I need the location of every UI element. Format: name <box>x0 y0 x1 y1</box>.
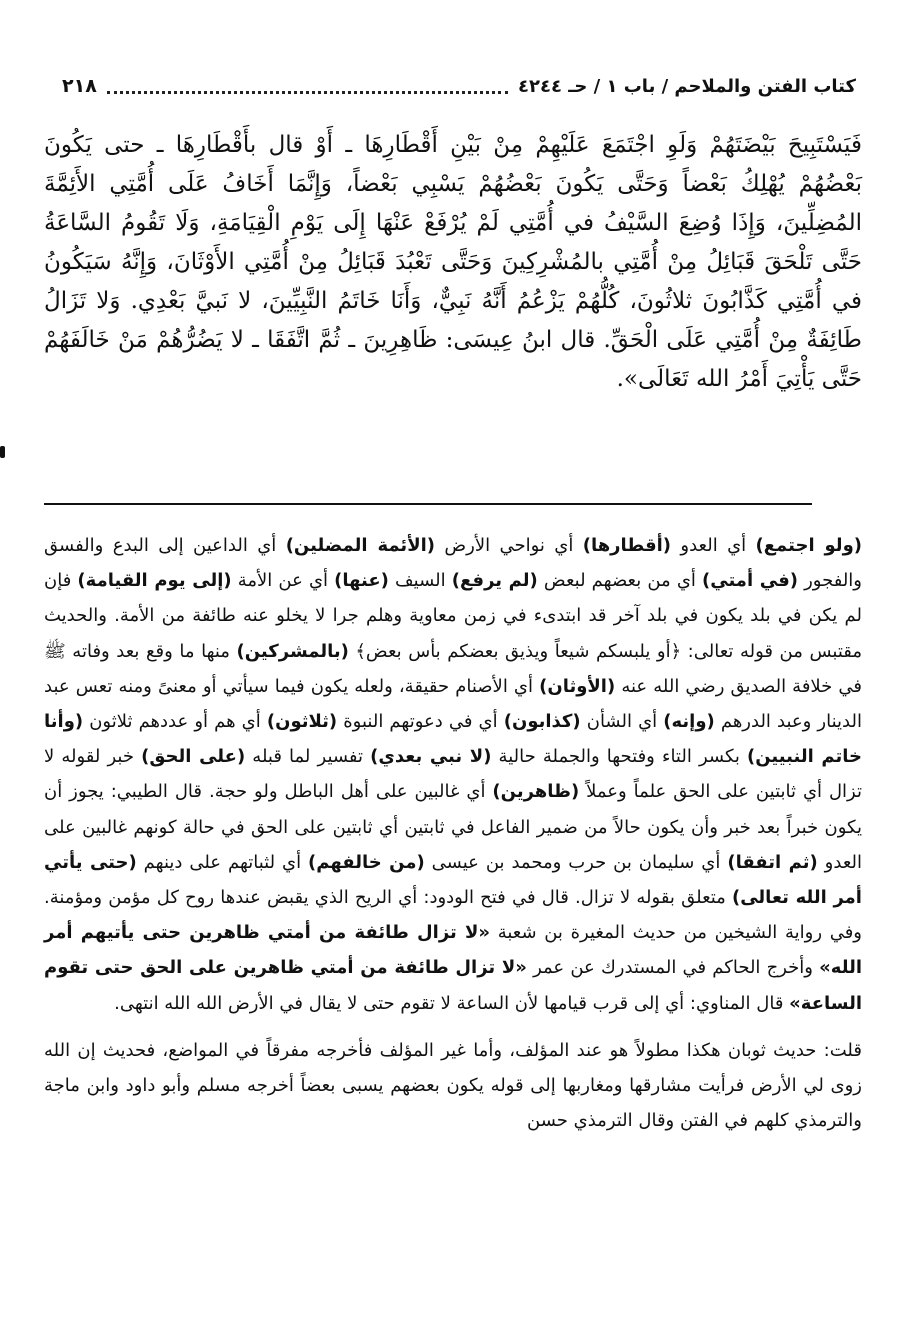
commentary-explanation: السيف <box>388 570 452 592</box>
commentary-term: (بالمشركين) <box>236 640 349 662</box>
commentary-paragraph <box>44 528 862 1021</box>
commentary-term: (الأوثان) <box>539 675 616 697</box>
commentary-term: (من خالفهم) <box>308 851 425 873</box>
footnote-separator <box>44 503 812 505</box>
commentary-term: (كذابون) <box>503 711 581 733</box>
author-note-paragraph: قلت: حديث ثوبان هكذا مطولاً هو عند المؤلف، وأما غير المؤلف فأخرجه مفرقاً في المواضع، فحديث إن الله زوى لي الأرض فرأيت مشارقها ومغاربها إلى قوله يكون بعضهم يسبى بعضاً أخرجه مسلم وأبو داود وابن ماجة والترمذي كلهم في الفتن وقال الترمذي حسن <box>44 1039 862 1132</box>
commentary-explanation: أي لثباتهم على دينهم <box>136 851 309 873</box>
commentary-explanation: أي الداعين إلى البدع والفسق والفجور <box>44 535 863 592</box>
commentary-explanation: أي العدو <box>671 535 756 556</box>
commentary-explanation: أي الشأن <box>580 711 664 733</box>
commentary-term: (على الحق) <box>141 746 246 768</box>
commentary-term: «لا تزال طائفة من أمتي ظاهرين حتى يأتيهم أمر الله» <box>44 922 862 979</box>
commentary-explanation: أي في دعوتهم النبوة <box>337 711 504 733</box>
commentary-term: «لا تزال طائفة من أمتي ظاهرين على الحق حتى تقوم الساعة» <box>44 957 862 1014</box>
commentary-term: (أقطارها) <box>582 535 672 556</box>
running-head <box>48 66 856 106</box>
commentary-term: (ولو اجتمع) <box>755 535 862 556</box>
running-head-title: كتاب الفتن والملاحم / باب ١ / حـ ٤٢٤٤ <box>518 75 856 97</box>
commentary-term: (الأئمة المضلين) <box>285 535 435 556</box>
dotted-leader <box>107 91 508 94</box>
commentary-explanation: متعلق بقوله لا تزال. قال في فتح الودود: أي الريح الذي يقبض عندها روح كل مؤمن ومؤمنة. وفي رواية الشيخين من حديث المغيرة بن شعبة <box>44 887 862 944</box>
commentary-term: (عنها) <box>334 570 389 592</box>
scan-margin-mark <box>0 446 5 458</box>
commentary-term: (لم يرفع) <box>451 570 538 592</box>
commentary-explanation: فإن لم يكن في بلد يكون في بلد آخر قد ابتدىء في زمن معاوية وهلم جرا لا يخلو عنه طائفة من الأمة. والحديث مقتبس من قوله تعالى: ﴿أو يلبسكم شيعاً ويذيق بعضكم بأس بعض﴾ <box>44 570 863 662</box>
commentary-explanation: خبر لقوله لا تزال أي ثابتين على الحق علماً وعملاً <box>44 746 862 803</box>
commentary-explanation: أي هم أو عددهم ثلاثون <box>83 711 267 733</box>
commentary-explanation: منها ما وقع بعد وفاته ﷺ في خلافة الصديق رضي الله عنه <box>44 640 862 697</box>
commentary-term: (في أمتي) <box>702 570 798 592</box>
commentary-term: (ثم اتفقا) <box>727 851 818 873</box>
commentary-explanation: بكسر التاء وفتحها والجملة حالية <box>491 746 747 768</box>
commentary-explanation: أي عن الأمة <box>231 570 335 592</box>
commentary-term: (حتى يأتي أمر الله تعالى) <box>44 851 862 909</box>
commentary-explanation: أي نواحي الأرض <box>435 535 583 556</box>
commentary-block <box>44 528 862 1138</box>
commentary-term: (لا نبي بعدي) <box>370 746 492 768</box>
page-number: ٢١٨ <box>62 75 97 97</box>
commentary-explanation: قال المناوي: أي إلى قرب قيامها لأن الساعة لا تقوم حتى لا يقال في الأرض الله الله انتهى. <box>114 992 790 1014</box>
commentary-explanation: أي الأصنام حقيقة، ولعله يكون فيما سيأتي أو معنىً ومنه تعس عبد الدينار وعبد الدرهم <box>44 675 862 733</box>
commentary-explanation: أي من بعضهم لبعض <box>537 570 703 592</box>
commentary-term: (وإنه) <box>663 711 715 733</box>
commentary-term: (ثلاثون) <box>266 711 338 733</box>
commentary-term: (ظاهرين) <box>492 781 580 803</box>
commentary-explanation: وأخرج الحاكم في المستدرك عن عمر <box>526 957 820 979</box>
commentary-explanation: أي غالبين على أهل الباطل ولو حجة. قال الطيبي: يجوز أن يكون خبراً بعد خبر وأن يكون حالاً من ضمير الفاعل في ثابتين أي ثابتين على الحق في حالة كونهم غالبين على العدو <box>44 781 862 873</box>
commentary-term: (إلى يوم القيامة) <box>77 570 232 592</box>
commentary-explanation: تفسير لما قبله <box>245 746 371 768</box>
commentary-term: (وأنا خاتم النبيين) <box>44 711 862 768</box>
hadith-text: فَيَسْتَبِيحَ بَيْضَتَهُمْ وَلَوِ اجْتَمَعَ عَلَيْهِمْ مِنْ بَيْنِ أَقْطَارِهَا ـ أَوْ قال بأَقْطَارِهَا ـ حتى يَكُونَ بَعْضُهُمْ يُهْلِكُ بَعْضاً وَحَتَّى يَكُونَ بَعْضُهُمْ يَسْبِي بَعْضاً، وَإِنَّمَا أَخَافُ عَلَى أُمَّتِي الأَئِمَّةَ المُضِلِّينَ، وَإِذَا وُضِعَ السَّيْفُ في أُمَّتِي لَمْ يُرْفَعْ عَنْهَا إِلَى يَوْمِ الْقِيَامَةِ، وَلَا تَقُومُ السَّاعَةُ حَتَّى تَلْحَقَ قَبَائِلُ مِنْ أُمَّتِي بالمُشْرِكِينَ وَحَتَّى تَعْبُدَ قَبَائِلُ مِنْ أُمَّتِي الأَوْثَانَ، وَإِنَّهُ سَيَكُونُ في أُمَّتِي كَذَّابُونَ ثلاثُونَ، كُلُّهُمْ يَزْعُمُ أَنَّهُ نَبِيٌّ، وَأَنَا خَاتَمُ النَّبِيِّينَ، لا نَبيَّ بَعْدِي. وَلا تَزَالُ طَائِفَةٌ مِنْ أُمَّتِي عَلَى الْحَقِّ. قال ابنُ عِيسَى: ظَاهِرِينَ ـ ثُمَّ اتَّفَقَا ـ لا يَضُرُّهُمْ مَنْ خَالَفَهُمْ حَتَّى يَأْتِيَ أَمْرُ الله تَعَالَى». <box>44 132 862 392</box>
commentary-explanation: أي سليمان بن حرب ومحمد بن عيسى <box>424 851 728 873</box>
